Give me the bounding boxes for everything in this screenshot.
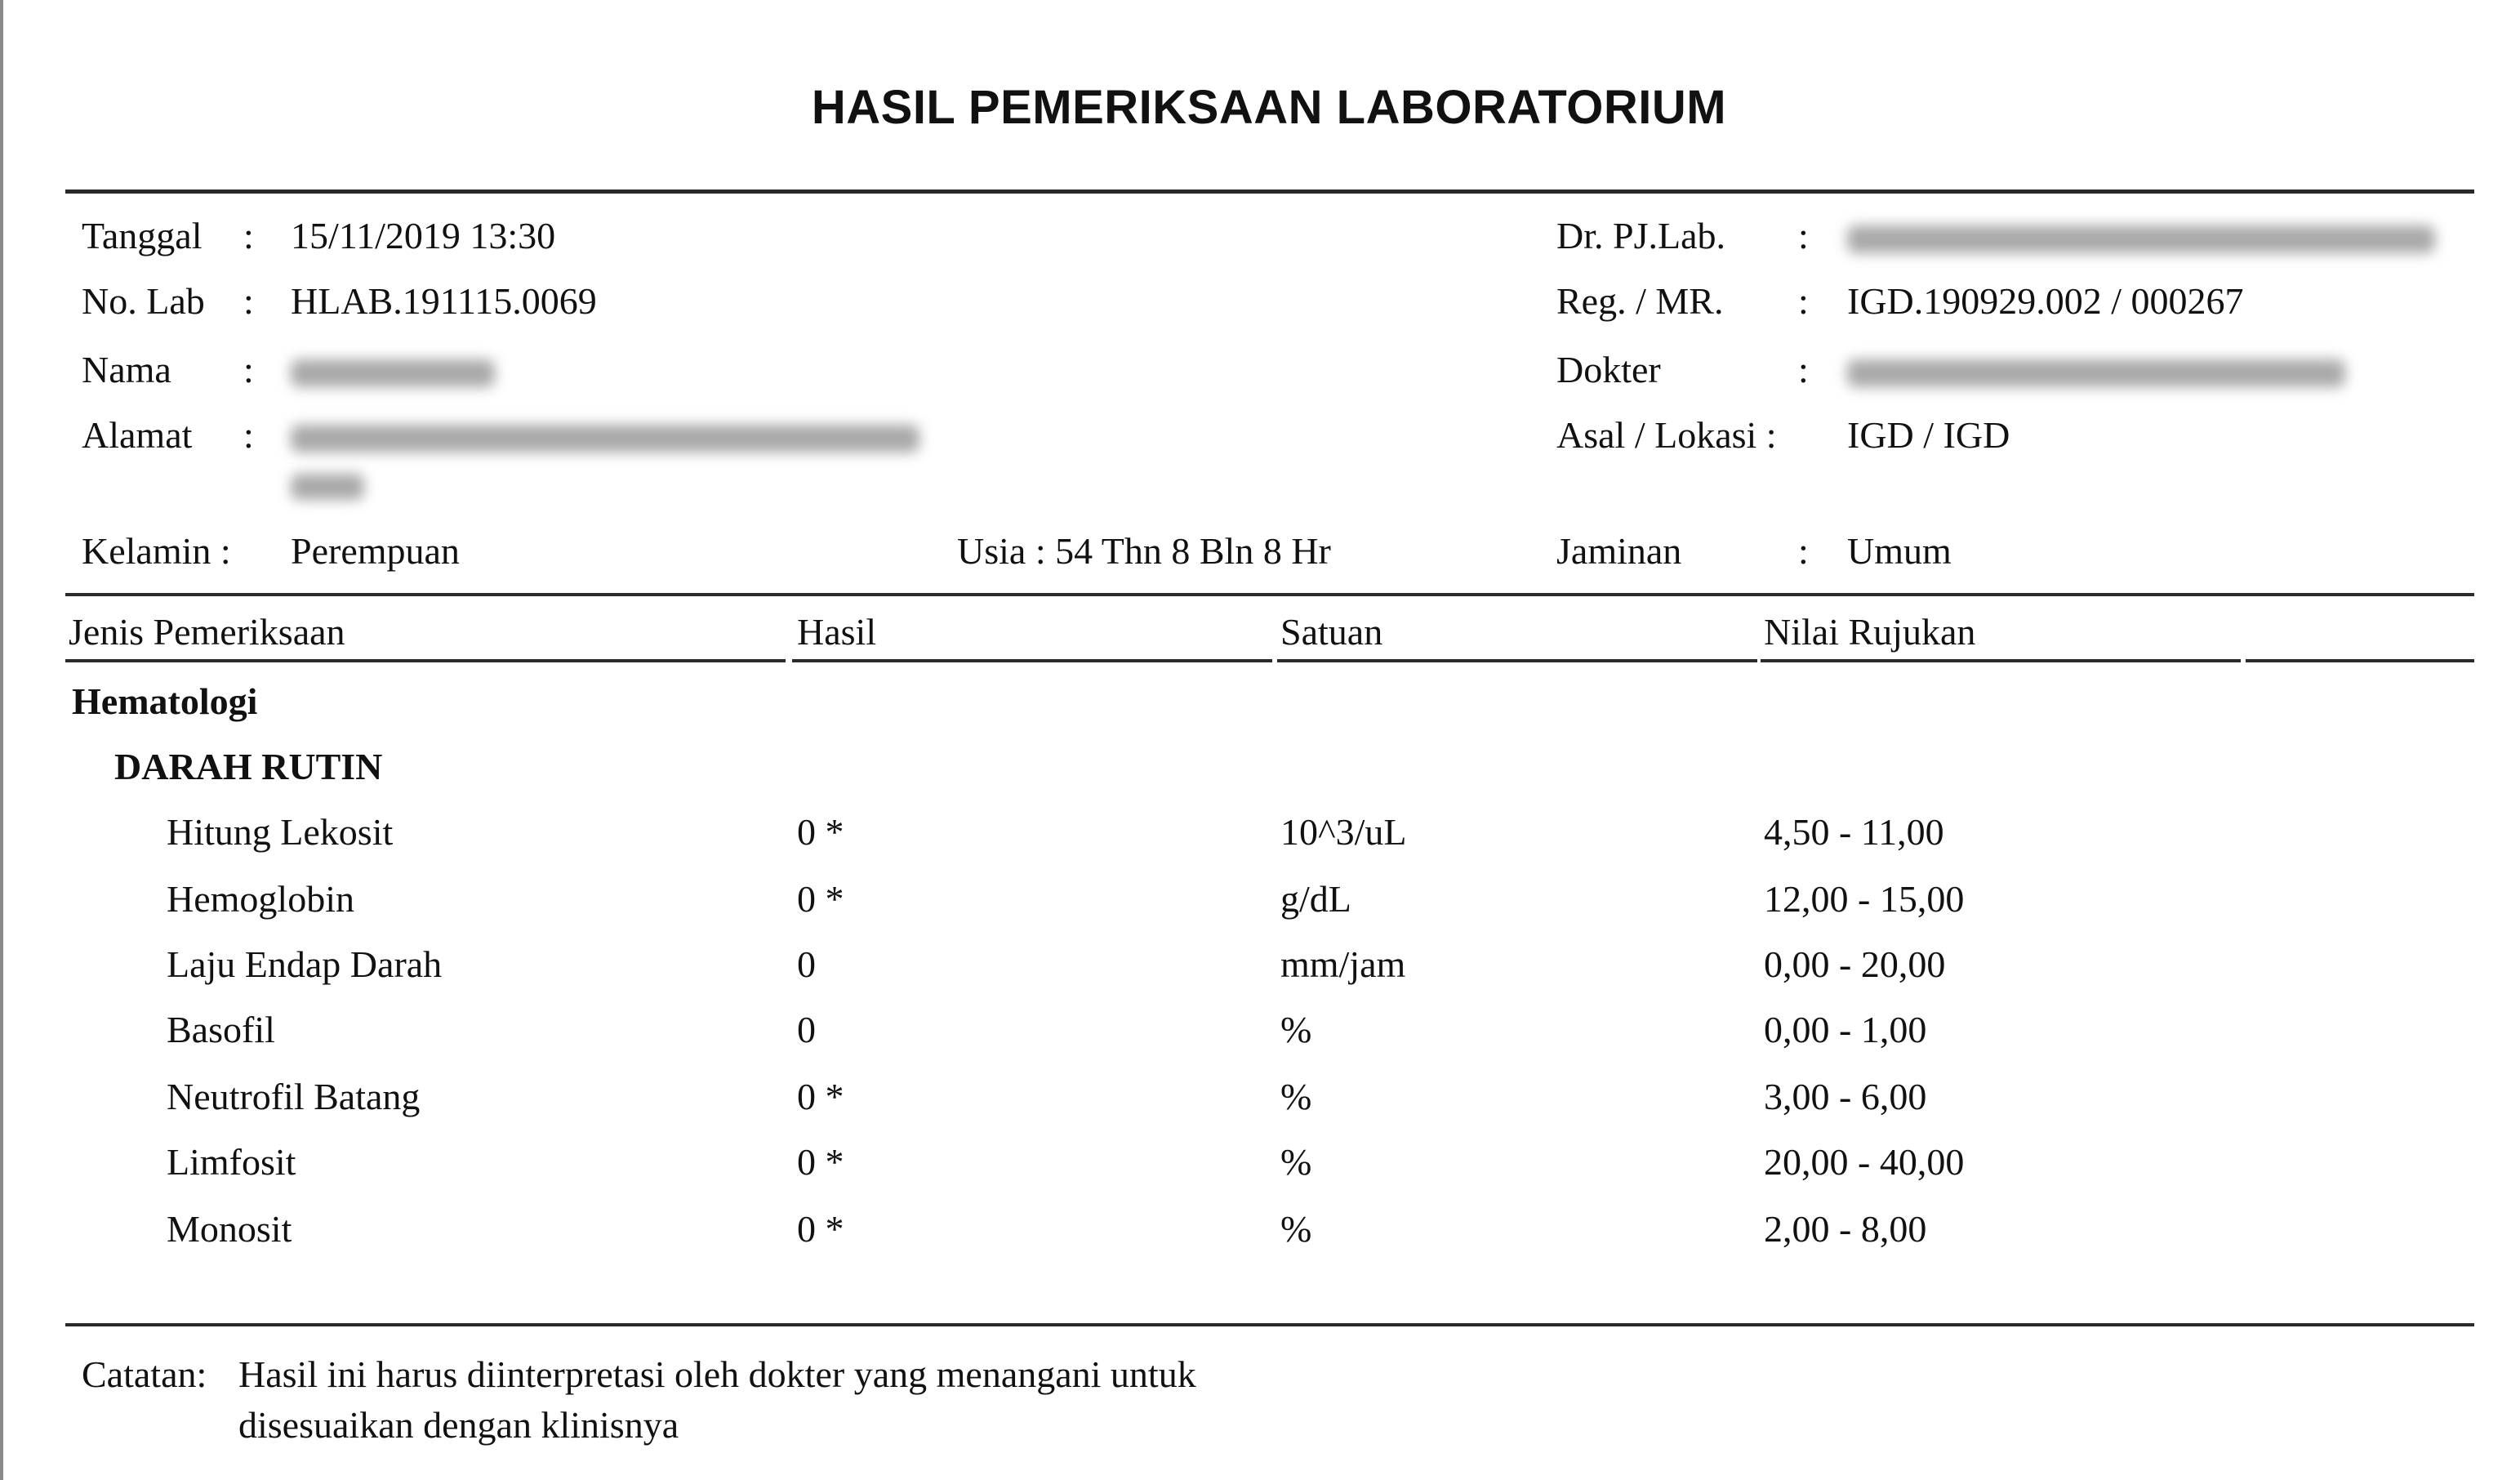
row-rujukan: 12,00 - 15,00 bbox=[1764, 878, 1965, 920]
row-name: Hitung Lekosit bbox=[167, 811, 394, 853]
header-underline-2 bbox=[792, 659, 1272, 662]
regmr-colon: : bbox=[1798, 280, 1809, 322]
tanggal-label: Tanggal bbox=[82, 215, 203, 256]
dokter-label: Dokter bbox=[1556, 349, 1661, 390]
report-title: HASIL PEMERIKSAAN LABORATORIUM bbox=[811, 81, 1727, 134]
table-bottom-rule bbox=[65, 1323, 2474, 1326]
row-satuan: % bbox=[1280, 1076, 1312, 1117]
column-header-hasil: Hasil bbox=[797, 611, 877, 653]
row-name: Basofil bbox=[167, 1009, 275, 1050]
column-header-jenis: Jenis Pemeriksaan bbox=[69, 611, 345, 653]
header-underline-5 bbox=[2246, 659, 2474, 662]
jaminan-value: Umum bbox=[1847, 530, 1952, 572]
alamat-redacted-line1 bbox=[291, 425, 919, 452]
row-rujukan: 0,00 - 1,00 bbox=[1764, 1009, 1927, 1050]
row-name: Laju Endap Darah bbox=[167, 943, 443, 985]
jaminan-colon: : bbox=[1798, 530, 1809, 572]
row-name: Limfosit bbox=[167, 1141, 296, 1183]
pjlab-redacted bbox=[1847, 225, 2435, 253]
column-header-satuan: Satuan bbox=[1280, 611, 1383, 653]
row-satuan: % bbox=[1280, 1009, 1312, 1050]
header-underline-3 bbox=[1277, 659, 1757, 662]
note-label: Catatan: bbox=[82, 1353, 207, 1395]
row-rujukan: 20,00 - 40,00 bbox=[1764, 1141, 1965, 1183]
nama-label: Nama bbox=[82, 349, 171, 390]
column-header-rujukan: Nilai Rujukan bbox=[1764, 611, 1976, 653]
row-name: Neutrofil Batang bbox=[167, 1076, 421, 1117]
info-bottom-rule bbox=[65, 593, 2474, 596]
row-satuan: mm/jam bbox=[1280, 943, 1406, 985]
row-rujukan: 3,00 - 6,00 bbox=[1764, 1076, 1927, 1117]
nama-redacted bbox=[291, 359, 495, 387]
row-hasil: 0 * bbox=[797, 1208, 844, 1250]
header-underline-4 bbox=[1761, 659, 2241, 662]
asal-label: Asal / Lokasi : bbox=[1556, 414, 1777, 456]
row-satuan: g/dL bbox=[1280, 878, 1351, 920]
alamat-label: Alamat bbox=[82, 414, 193, 456]
asal-value: IGD / IGD bbox=[1847, 414, 2010, 456]
row-satuan: % bbox=[1280, 1141, 1312, 1183]
alamat-redacted-line2 bbox=[291, 474, 364, 500]
row-hasil: 0 * bbox=[797, 878, 844, 920]
row-rujukan: 0,00 - 20,00 bbox=[1764, 943, 1946, 985]
tanggal-colon: : bbox=[243, 215, 254, 256]
row-satuan: % bbox=[1280, 1208, 1312, 1250]
row-hasil: 0 * bbox=[797, 1076, 844, 1117]
note-line-1: Hasil ini harus diinterpretasi oleh dokter yang menangani untuk bbox=[238, 1353, 1196, 1395]
note-line-2: disesuaikan dengan klinisnya bbox=[238, 1404, 679, 1446]
row-rujukan: 4,50 - 11,00 bbox=[1764, 811, 1944, 853]
alamat-colon: : bbox=[243, 414, 254, 456]
top-rule bbox=[65, 189, 2474, 194]
dokter-colon: : bbox=[1798, 349, 1809, 390]
nama-colon: : bbox=[243, 349, 254, 390]
nolab-value: HLAB.191115.0069 bbox=[291, 280, 597, 322]
kelamin-value: Perempuan bbox=[291, 530, 460, 572]
nolab-label: No. Lab bbox=[82, 280, 205, 322]
row-satuan: 10^3/uL bbox=[1280, 811, 1407, 853]
jaminan-label: Jaminan bbox=[1556, 530, 1682, 572]
row-hasil: 0 * bbox=[797, 1141, 844, 1183]
row-hasil: 0 * bbox=[797, 811, 844, 853]
row-rujukan: 2,00 - 8,00 bbox=[1764, 1208, 1927, 1250]
row-hasil: 0 bbox=[797, 1009, 816, 1050]
row-name: Monosit bbox=[167, 1208, 292, 1250]
pjlab-label: Dr. PJ.Lab. bbox=[1556, 215, 1725, 256]
kelamin-label: Kelamin : bbox=[82, 530, 231, 572]
usia-text: Usia : 54 Thn 8 Bln 8 Hr bbox=[957, 530, 1331, 572]
dokter-redacted bbox=[1847, 359, 2345, 387]
page-left-edge bbox=[0, 0, 3, 1480]
regmr-label: Reg. / MR. bbox=[1556, 280, 1724, 322]
row-hasil: 0 bbox=[797, 943, 816, 985]
subsection-darah-rutin: DARAH RUTIN bbox=[114, 746, 383, 787]
header-underline-1 bbox=[65, 659, 786, 662]
nolab-colon: : bbox=[243, 280, 254, 322]
row-name: Hemoglobin bbox=[167, 878, 354, 920]
section-hematologi: Hematologi bbox=[72, 680, 258, 722]
tanggal-value: 15/11/2019 13:30 bbox=[291, 215, 556, 256]
pjlab-colon: : bbox=[1798, 215, 1809, 256]
regmr-value: IGD.190929.002 / 000267 bbox=[1847, 280, 2244, 322]
